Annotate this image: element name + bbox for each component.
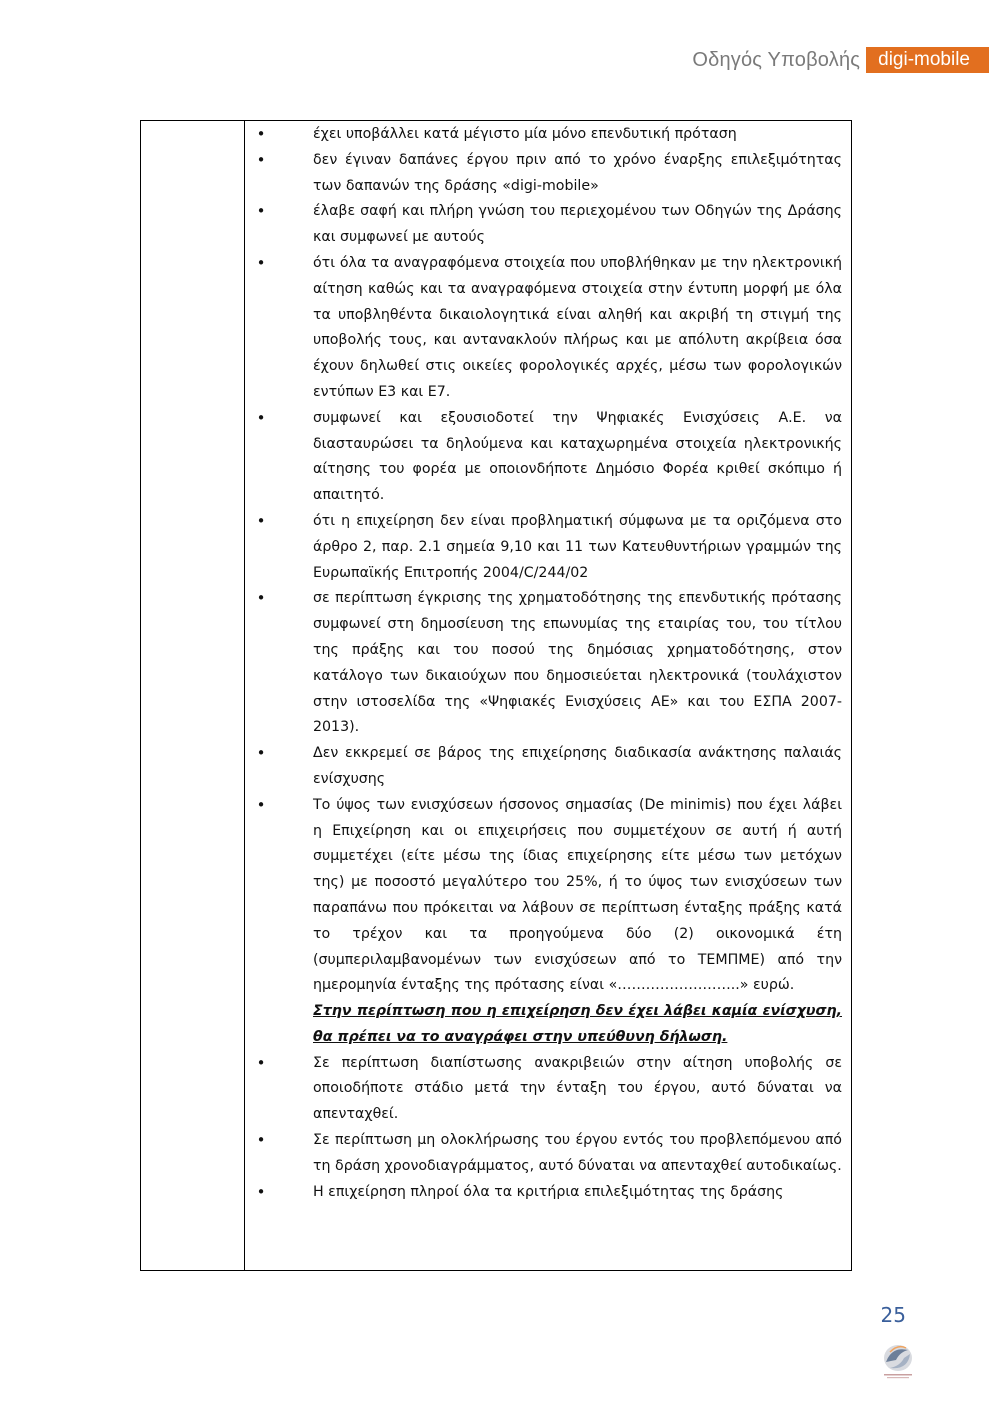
- list-item: [245, 122, 842, 148]
- bullet-icon: •: [256, 408, 266, 427]
- bullet-icon: •: [256, 744, 266, 763]
- list-item: [245, 1128, 842, 1180]
- bullet-icon: •: [256, 125, 266, 143]
- declaration-list: [245, 122, 842, 1205]
- bullet-icon: •: [256, 150, 266, 169]
- table-left-cell: [141, 121, 245, 1270]
- list-item: [245, 1051, 842, 1128]
- list-item: [245, 406, 842, 509]
- bullet-icon: •: [256, 1053, 266, 1072]
- list-item-text: ότι όλα τα αναγραφόμενα στοιχεία που υποβλήθηκαν με την ηλεκτρονική αίτηση καθώς και τα αναγραφόμενα στοιχεία στην έντυπη μορφή με όλα τα υποβληθέντα δικαιολογητικά είναι αληθή και ακριβή τη στιγμή της υποβολής τους, και αντανακλούν πλήρως και με απόλυτη ακρίβεια όσα έχουν δηλωθεί στις οικείες φορολογικές αρχές, μέσω των φορολογικών εντύπων Ε3 και Ε7.: [313, 254, 842, 400]
- list-item: [245, 509, 842, 586]
- list-item-text: Δεν εκκρεμεί σε βάρος της επιχείρησης διαδικασία ανάκτησης παλαιάς ενίσχυσης: [313, 745, 842, 787]
- list-item-text: Το ύψος των ενισχύσεων ήσσονος σημασίας (De minimis) που έχει λάβει η Επιχείρηση και οι επιχειρήσεις που συμμετέχουν σε αυτή ή αυτή συμμετέχει (είτε μέσω της ίδιας επιχείρησης είτε μέσω των μετόχων της) με ποσοστό μεγαλύτερο του 25%, ή το ύψος των ενισχύσεων των παραπάνω που πρόκειται να λάβουν σε περίπτωση ένταξης πράξης κατά το τρέχον και τα προηγούμενα δύο (2) οικονομικά έτη (συμπεριλαμβανομένων των ενισχύσεων από το ΤΕΜΠΜΕ) από την ημερομηνία ένταξης της πρότασης είναι «……………………..» ευρώ.: [313, 796, 842, 994]
- list-item: [245, 793, 842, 1051]
- bullet-icon: •: [256, 795, 266, 814]
- bullet-icon: •: [256, 1182, 266, 1201]
- declaration-table: [140, 120, 852, 1271]
- page-number: 25: [880, 1303, 906, 1327]
- bullet-icon: •: [256, 589, 266, 608]
- list-item-text: έλαβε σαφή και πλήρη γνώση του περιεχομένου των Οδηγών της Δράσης και συμφωνεί με αυτούς: [313, 203, 842, 246]
- list-item-text: Η επιχείρηση πληροί όλα τα κριτήρια επιλεξιμότητας της δράσης: [313, 1183, 784, 1200]
- list-item: [245, 1180, 842, 1206]
- list-item: [245, 586, 842, 741]
- list-item: [245, 199, 842, 251]
- list-item: [245, 148, 842, 200]
- list-item-note: Στην περίπτωση που η επιχείρηση δεν έχει λάβει καμία ενίσχυση, θα πρέπει να το αναγράφει στην υπεύθυνη δήλωση.: [313, 1003, 842, 1045]
- list-item-text: σε περίπτωση έγκρισης της χρηματοδότησης της επενδυτικής πρότασης συμφωνεί στη δημοσίευση της επωνυμίας της εταιρίας του, του τίτλου της πράξης και του ποσού της δημόσιας χρηματοδότησης, στον κατάλογο των δικαιούχων που δημοσιεύεται ηλεκτρονικά (τουλάχιστον στην ιστοσελίδα της «Ψηφιακές Ενισχύσεις ΑΕ» και του ΕΣΠΑ 2007-2013).: [313, 590, 842, 736]
- header-badge: digi-mobile: [866, 47, 989, 73]
- page-header: [692, 47, 989, 73]
- list-item-text: έχει υποβάλλει κατά μέγιστο μία μόνο επενδυτική πρόταση: [313, 126, 737, 142]
- list-item-text: Σε περίπτωση διαπίστωσης ανακριβειών στην αίτηση υποβολής σε οποιοδήποτε στάδιο μετά την ένταξη του έργου, αυτό δύναται να απενταχθεί.: [313, 1054, 842, 1123]
- bullet-icon: •: [256, 1131, 266, 1150]
- bullet-icon: •: [256, 511, 266, 530]
- bullet-icon: •: [256, 253, 266, 272]
- list-item-text: συμφωνεί και εξουσιοδοτεί την Ψηφιακές Ενισχύσεις Α.Ε. να διασταυρώσει τα δηλούμενα και καταχωρημένα στοιχεία ηλεκτρονικής αίτησης του φορέα με οποιονδήποτε Δημόσιο Φορέα κριθεί σκόπιμο ή απαιτητό.: [313, 409, 842, 504]
- list-item: [245, 741, 842, 793]
- list-item: [245, 251, 842, 406]
- list-item-text: ότι η επιχείρηση δεν είναι προβληματική σύμφωνα με τα οριζόμενα στο άρθρο 2, παρ. 2.1 σημεία 9,10 και 11 των Κατευθυντήριων γραμμών της Ευρωπαϊκής Επιτροπής 2004/C/244/02: [313, 512, 842, 581]
- logo-icon: [878, 1340, 918, 1382]
- header-title: Οδηγός Υποβολής: [692, 48, 861, 71]
- table-right-cell: [245, 121, 851, 1270]
- bullet-icon: •: [256, 202, 266, 221]
- list-item-text: δεν έγιναν δαπάνες έργου πριν από το χρόνο έναρξης επιλεξιμότητας των δαπανών της δράσης «digi-mobile»: [313, 151, 842, 194]
- list-item-text: Σε περίπτωση μη ολοκλήρωσης του έργου εντός του προβλεπόμενου από τη δράση χρονοδιαγράμματος, αυτό δύναται να απενταχθεί αυτοδικαίως.: [313, 1132, 842, 1174]
